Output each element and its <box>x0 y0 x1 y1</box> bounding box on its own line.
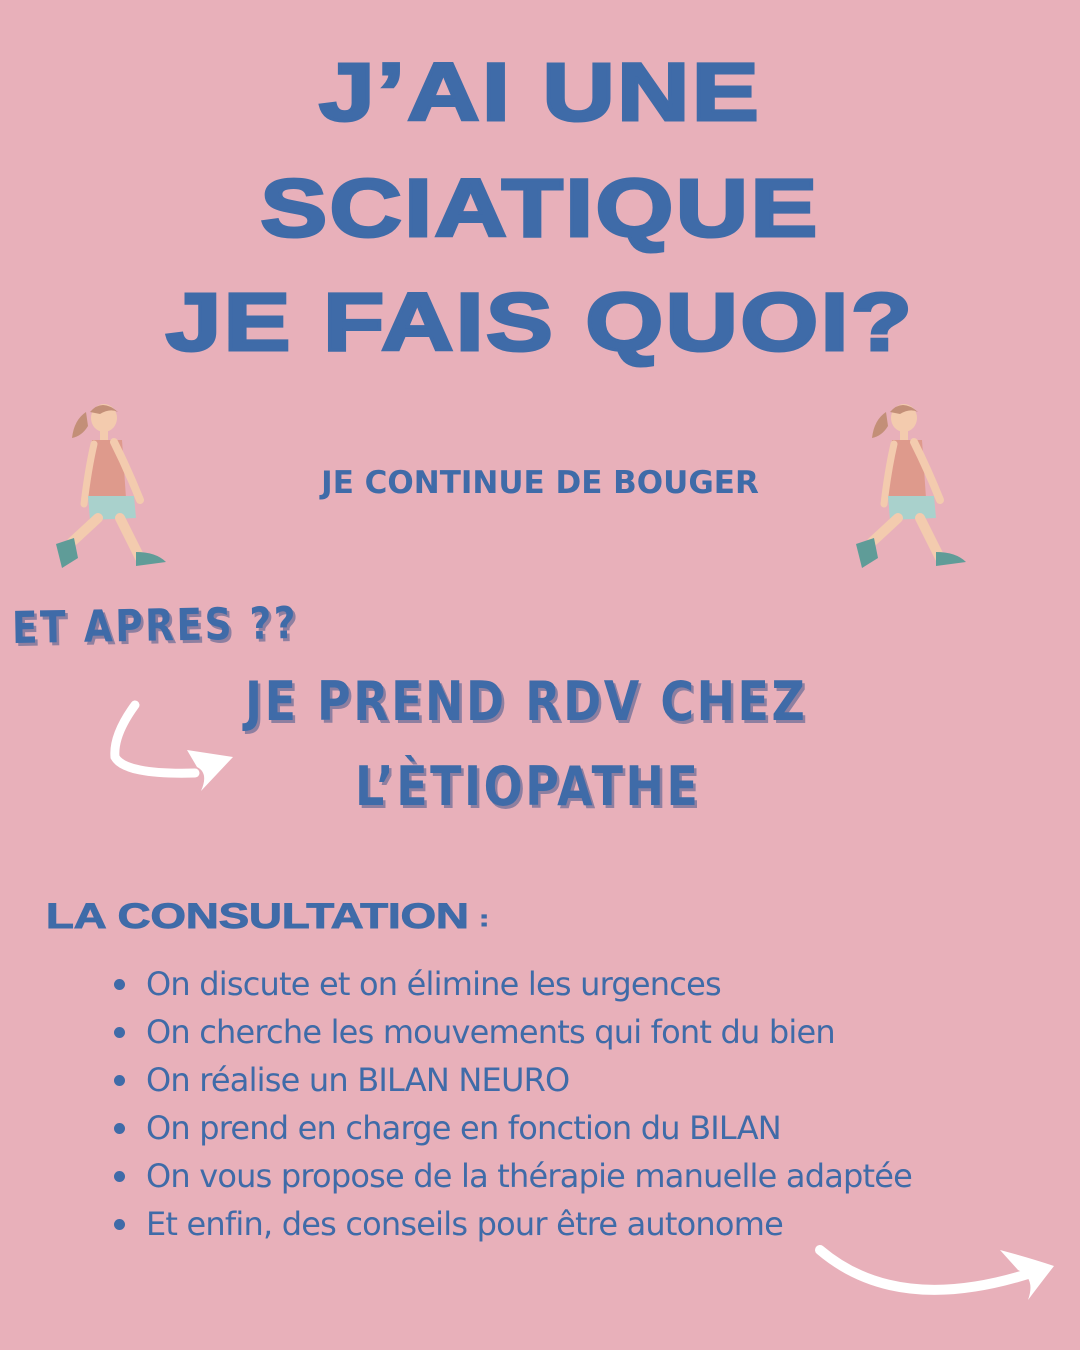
list-item: On prend en charge en fonction du BILAN <box>112 1104 912 1152</box>
title-line-1: J’AI UNE <box>318 47 762 138</box>
list-item: On cherche les mouvements qui font du bien <box>112 1008 912 1056</box>
curved-arrow-icon <box>105 695 240 795</box>
et-apres-question: ET APRES ?? <box>11 598 299 654</box>
appointment-line-1: JE PREND RDV CHEZ <box>245 670 808 733</box>
consultation-list <box>112 960 912 1248</box>
appointment-line-2: L’ÈTIOPATHE <box>355 755 701 818</box>
list-item: On vous propose de la thérapie manuelle adaptée <box>112 1152 912 1200</box>
walking-woman-illustration-right <box>844 400 974 575</box>
consultation-title-colon: : <box>479 905 489 931</box>
list-item: Et enfin, des conseils pour être autonome <box>112 1200 912 1248</box>
consultation-title <box>46 897 489 937</box>
title-line-2: SCIATIQUE <box>260 163 820 254</box>
subtitle: JE CONTINUE DE BOUGER <box>321 465 759 501</box>
consultation-title-text: LA CONSULTATION <box>46 897 469 936</box>
curved-arrow-icon <box>810 1238 1065 1318</box>
list-item: On réalise un BILAN NEURO <box>112 1056 912 1104</box>
title-line-3: JE FAIS QUOI? <box>165 277 915 368</box>
list-item: On discute et on élimine les urgences <box>112 960 912 1008</box>
